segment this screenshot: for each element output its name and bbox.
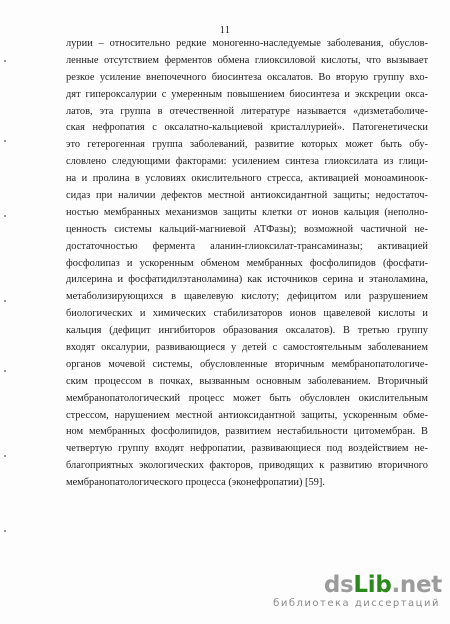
text-line: органов мочевой системы, обусловленные вторичным мембранопатологиче- — [66, 358, 428, 370]
scan-speck — [4, 530, 6, 532]
page-number: 11 — [219, 25, 231, 36]
text-line: латов, эта группа в отечественной литературе называется «дизметаболиче- — [66, 105, 428, 117]
text-line: это гетерогенная группа заболеваний, развитие которых может быть обу- — [66, 139, 428, 151]
text-line: словлено следующими факторами: усилением синтеза глиоксилата из глици- — [66, 156, 428, 168]
dslib-watermark — [262, 572, 442, 616]
text-line: дилсерина и фосфатидилэтаноламина) как источников серина и этаноламина, — [66, 274, 428, 286]
text-line: мембранопатологический процесс может быть обусловлен окислительным — [66, 392, 428, 404]
scan-speck — [4, 215, 6, 217]
text-line: биологических и химических стабилизаторов ионов щавелевой кислоты и — [66, 308, 428, 320]
text-line: входят оксалурии, развивающиеся у детей с самостоятельным заболеванием — [66, 342, 428, 354]
text-line: ская нефропатия с оксалатно-кальциевой кристаллурией». Патогенетически — [66, 122, 428, 134]
text-line: ским процессом в почках, вызванным основным заболеванием. Вторичный — [66, 375, 428, 387]
text-line: четвертую группу входят нефропатии, развивающиеся под воздействием не- — [66, 443, 428, 455]
text-line: ностью мембранных механизмов защиты клетки от ионов кальция (неполно- — [66, 206, 428, 218]
text-line: стрессом, нарушением местной антиоксидантной защиты, ускоренным обме- — [66, 409, 428, 421]
text-line: ленные отсутствием ферментов обмена глиоксиловой кислоты, что вызывает — [66, 54, 428, 66]
watermark-subtitle: библиотека диссертаций — [273, 598, 440, 609]
text-line: ценность системы кальций-магниевой АТФазы); возможной частичной не- — [66, 223, 428, 235]
scan-speck — [4, 455, 6, 457]
scan-speck — [4, 60, 6, 62]
text-line: на и пролина в условиях окислительного стресса, активацией моноаминоок- — [66, 173, 428, 185]
body-text — [66, 36, 428, 492]
text-line: сидаз при наличии дефектов местной антиоксидантной защиты; недостаточ- — [66, 190, 428, 202]
text-line: резкое усиление внепочечного биосинтеза оксалатов. Во вторую группу вхо- — [66, 71, 428, 83]
text-line: достаточностью фермента аланин-глиоксилат-трансаминазы; активацией — [66, 240, 428, 252]
text-line: ном мембранных фосфолипидов, развитием нестабильности цитомембран. В — [66, 426, 428, 438]
text-line: фосфолипаз и ускоренным обменом мембранных фосфолипидов (фосфати- — [66, 257, 428, 269]
text-line: благоприятных экологических факторов, приводящих к развитию вторичного — [66, 460, 428, 472]
text-line: метаболизирующихся в щавелевую кислоту; дефицитом или разрушением — [66, 291, 428, 303]
text-line: кальция (дефицит ингибиторов образования оксалатов). В третью группу — [66, 325, 428, 337]
text-line: мембранопатологического процесса (эконефропатии) [59]. — [66, 477, 325, 489]
scan-speck — [4, 300, 6, 302]
text-line: дят гипероксалурии с умеренным повышением биосинтеза и экскреции окса- — [66, 88, 428, 100]
scan-edge-noise — [0, 0, 14, 624]
scan-speck — [4, 140, 6, 142]
text-line: лурии – относительно редкие моногенно-наследуемые заболевания, обуслов- — [66, 38, 428, 49]
scan-speck — [4, 370, 6, 372]
dslib-logo: dsLib.net — [323, 572, 442, 598]
